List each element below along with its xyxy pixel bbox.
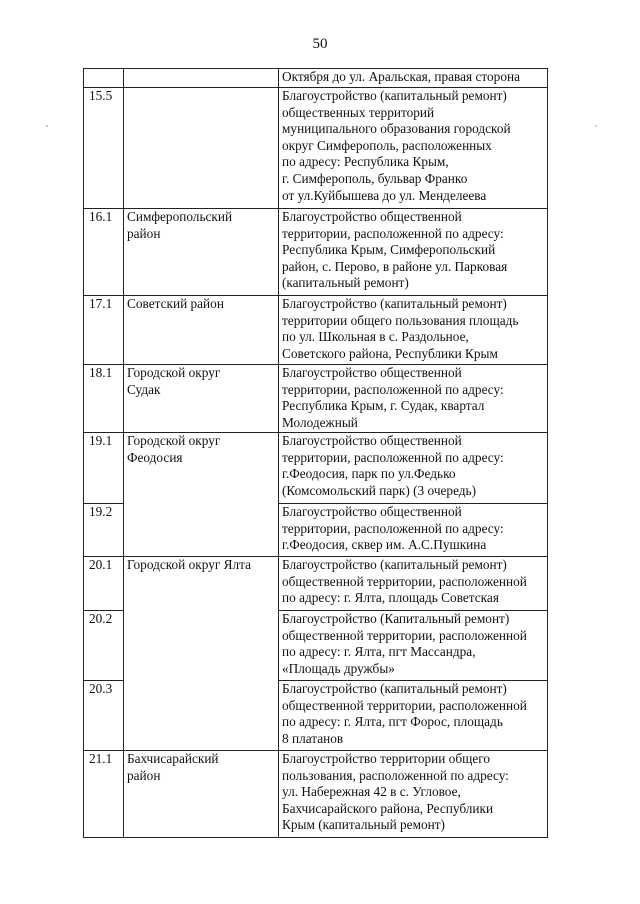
description-line: г.Феодосия, парк по ул.Федько [282,466,456,482]
description-line: по адресу: Республика Крым, [282,154,449,170]
district-line: Городской округ Ялта [127,557,252,572]
row-number: 19.1 [84,433,124,504]
district-line: Феодосия [127,449,183,465]
scan-speck [595,125,597,127]
description-cell [279,88,548,209]
description-line: (капитальный ремонт) [282,275,409,291]
row-number: 18.1 [84,365,124,433]
description-line: общественной территории, расположенной [282,627,527,643]
description-line: округ Симферополь, расположенных [282,137,492,153]
description-line: по ул. Школьная в с. Раздольное, [282,329,469,345]
district-cell [124,557,279,751]
description-line: Крым (капитальный ремонт) [282,817,445,833]
description-line: от ул.Куйбышева до ул. Менделеева [282,187,487,203]
row-number: 16.1 [84,209,124,296]
description-line: территории общего пользования площадь [282,312,519,328]
description-cell [279,557,548,611]
description-line: Благоустройство общественной [282,209,462,224]
projects-table [83,68,548,838]
description-cell [279,365,548,433]
district-cell [124,69,279,88]
description-line: Благоустройство (Капитальный ремонт) [282,611,510,626]
district-cell [124,365,279,433]
description-line: г.Феодосия, сквер им. А.С.Пушкина [282,537,487,553]
district-cell [124,209,279,296]
district-cell [124,296,279,365]
description-line: Молодежный [282,414,358,430]
row-number: 15.5 [84,88,124,209]
description-line: Республика Крым, г. Судак, квартал [282,398,485,414]
district-line: Городской округ [127,365,221,380]
description-line: Благоустройство (капитальный ремонт) [282,681,507,696]
description-cell [279,751,548,838]
table-row [84,433,548,504]
description-line: Советского района, Республики Крым [282,345,498,361]
description-line: по адресу: г. Ялта, пгт Массандра, [282,644,476,660]
description-line: Октября до ул. Аральская, правая сторона [282,69,520,84]
description-cell [279,296,548,365]
description-line: Благоустройство общественной [282,504,462,519]
table-row [84,557,548,611]
description-line: общественных территорий [282,104,435,120]
description-line: Благоустройство общественной [282,433,462,448]
description-line: 8 платанов [282,730,344,746]
description-line: территории, расположенной по адресу: [282,520,504,536]
table-row [84,365,548,433]
description-line: ул. Набережная 42 в с. Угловое, [282,784,461,800]
description-line: по адресу: г. Ялта, площадь Советская [282,590,499,606]
district-cell [124,751,279,838]
row-number: 20.3 [84,681,124,751]
row-number: 17.1 [84,296,124,365]
description-line: Благоустройство (капитальный ремонт) [282,296,507,311]
description-line: территории, расположенной по адресу: [282,381,504,397]
description-line: пользования, расположенной по адресу: [282,767,509,783]
description-line: общественной территории, расположенной [282,697,527,713]
description-cell [279,209,548,296]
table-row [84,209,548,296]
description-cell [279,681,548,751]
table-row [84,751,548,838]
description-cell [279,611,548,681]
description-line: Благоустройство (капитальный ремонт) [282,557,507,572]
description-line: район, с. Перово, в районе ул. Парковая [282,258,508,274]
description-cell [279,433,548,504]
description-line: г. Симферополь, бульвар Франко [282,170,468,186]
page-number: 50 [312,36,328,52]
description-line: по адресу: г. Ялта, пгт Форос, площадь [282,714,503,730]
description-line: общественной территории, расположенной [282,573,527,589]
table-row [84,69,548,88]
description-line: (Комсомольский парк) (3 очередь) [282,482,477,498]
table-row [84,88,548,209]
row-number: 20.1 [84,557,124,611]
description-line: Бахчисарайского района, Республики [282,800,494,816]
district-line: Судак [127,381,161,397]
district-line: Симферопольский [127,209,233,224]
description-cell [279,69,548,88]
district-cell [124,88,279,209]
description-line: Благоустройство территории общего [282,751,491,766]
district-line: Городской округ [127,433,221,448]
table-row [84,296,548,365]
row-number [84,69,124,88]
description-line: Благоустройство общественной [282,365,462,380]
description-line: муниципального образования городской [282,121,511,137]
row-number: 21.1 [84,751,124,838]
description-line: «Площадь дружбы» [282,660,395,676]
description-cell [279,504,548,557]
district-cell [124,433,279,557]
description-line: Благоустройство (капитальный ремонт) [282,88,507,103]
description-line: территории, расположенной по адресу: [282,449,504,465]
district-line: район [127,767,161,783]
row-number: 20.2 [84,611,124,681]
description-line: территории, расположенной по адресу: [282,225,504,241]
district-line: Советский район [127,296,224,311]
scan-speck [46,125,48,127]
district-line: район [127,225,161,241]
description-line: Республика Крым, Симферопольский [282,242,496,258]
row-number: 19.2 [84,504,124,557]
district-line: Бахчисарайский [127,751,219,766]
